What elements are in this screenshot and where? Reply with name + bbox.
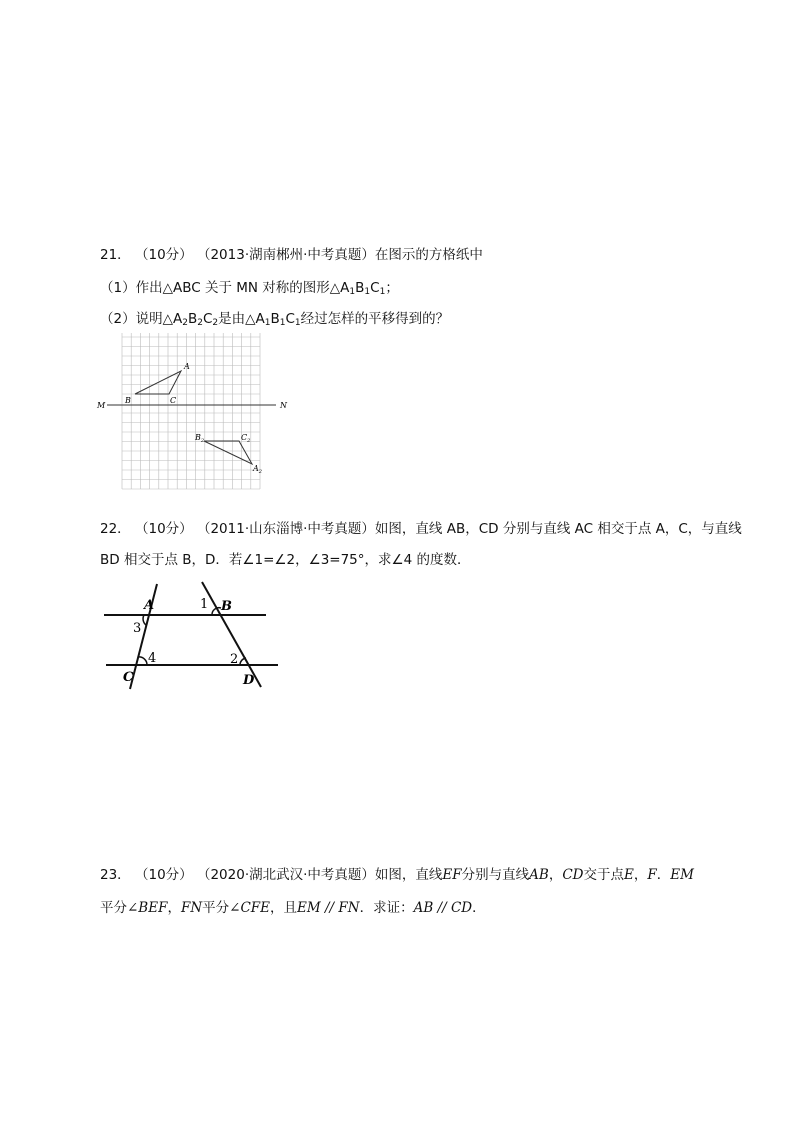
q21-part1 [100,279,399,297]
q22-text: 如图，直线 AB，CD 分别与直线 AC 相交于点 A，C，与直线 [374,521,742,537]
q21-part2-text: C [285,311,295,327]
label-angle-3: 3 [133,621,142,636]
subscript: 2 [212,318,219,328]
q23-text: ． [656,867,671,883]
q21-part1-text: C [370,280,380,296]
label-b: B [221,599,232,614]
line-bd [202,582,261,687]
q21-part2 [100,310,449,328]
q23-text: 平分 [202,900,230,916]
q21-source: （2013·湖南郴州·中考真题） [196,247,375,263]
subscript: 1 [279,318,286,328]
math-em: EM [297,900,321,916]
label-angle-1: 1 [200,597,209,612]
q21-header [100,246,483,264]
q21-part1-text: （1）作出△ABC 关于 MN 对称的图形△A [100,280,350,296]
label-c2: $C_2$ [241,433,251,444]
subscript: 2 [197,318,203,328]
q22-line1 [100,520,742,538]
math-ef: EF [442,867,462,883]
q21-part2-text: B [270,311,280,327]
q21-part2-text: C [202,311,213,327]
subscript: 1 [349,287,356,297]
q22-number: 22． [100,521,131,537]
q21-part2-text: 经过怎样的平移得到的？ [300,311,450,327]
label-c: C [170,396,177,405]
math-parallel: // [433,900,451,916]
math-e: E [623,867,634,883]
subscript: 1 [364,287,371,297]
label-angle-4: 4 [148,651,157,666]
math-angle-cfe: ∠CFE [229,900,271,916]
q23-text: 交于点 [583,867,624,883]
q21-part1-text: ； [385,280,399,296]
subscript: 1 [294,318,301,328]
q22-text: BD 相交于点 B，D．若∠1=∠2，∠3=75°，求∠4 的度数． [100,552,471,568]
math-parallel: // [320,900,339,916]
q21-part2-text: 是由△A [218,311,265,327]
label-n: N [280,401,287,410]
q22-parallel-lines-figure [100,577,285,692]
q22-score: （10分） [134,521,193,537]
label-b: B [125,396,131,405]
math-em: EM [670,867,694,883]
label-m: M [97,401,106,410]
math-ab: AB [529,867,549,883]
subscript: 1 [379,287,386,297]
q22-line2 [100,551,471,569]
q23-score: （10分） [134,867,193,883]
q21-number: 21． [100,247,131,263]
q23-source: （2020·湖北武汉·中考真题） [196,867,375,883]
q23-text: 平分 [100,900,127,916]
q23-text: ， [548,867,563,883]
label-a: A [184,362,190,371]
subscript: 1 [264,318,271,328]
math-fn: FN [180,900,203,916]
label-a2: $A_2$ [253,464,262,475]
q21-stem: 在图示的方格纸中 [374,247,483,263]
math-cd: CD [562,867,584,883]
label-b2: $B_2$ [195,433,205,444]
q21-score: （10分） [134,247,193,263]
q21-grid-figure [95,333,295,493]
q23-text: ， [167,900,181,916]
subscript: 2 [182,318,188,328]
q23-text: ，且 [270,900,298,916]
math-f: F [647,867,657,883]
angle-arc-4 [138,657,147,665]
math-cd: CD [450,900,473,916]
triangle-abc [135,371,181,394]
q23-text: 如图，直线 [374,867,443,883]
q23-number: 23． [100,867,131,883]
label-c: C [123,670,134,685]
label-d: D [243,673,255,688]
label-a: A [144,598,155,613]
math-ab: AB [413,900,434,916]
label-angle-2: 2 [230,652,239,667]
grid-lines [122,333,260,489]
q21-part2-text: （2）说明△A [100,311,183,327]
math-fn: FN [338,900,360,916]
q23-text: 分别与直线 [461,867,530,883]
q21-part1-text: B [355,280,365,296]
q22-source: （2011·山东淄博·中考真题） [196,521,375,537]
q23-text: ．求证： [359,900,414,916]
q23-line2 [100,899,486,917]
math-angle-bef: ∠BEF [127,900,168,916]
q23-text: ， [633,867,648,883]
angle-arc-3 [143,615,146,625]
q23-text: ． [472,900,486,916]
q21-part2-text: B [187,311,198,327]
q23-line1 [100,866,694,884]
